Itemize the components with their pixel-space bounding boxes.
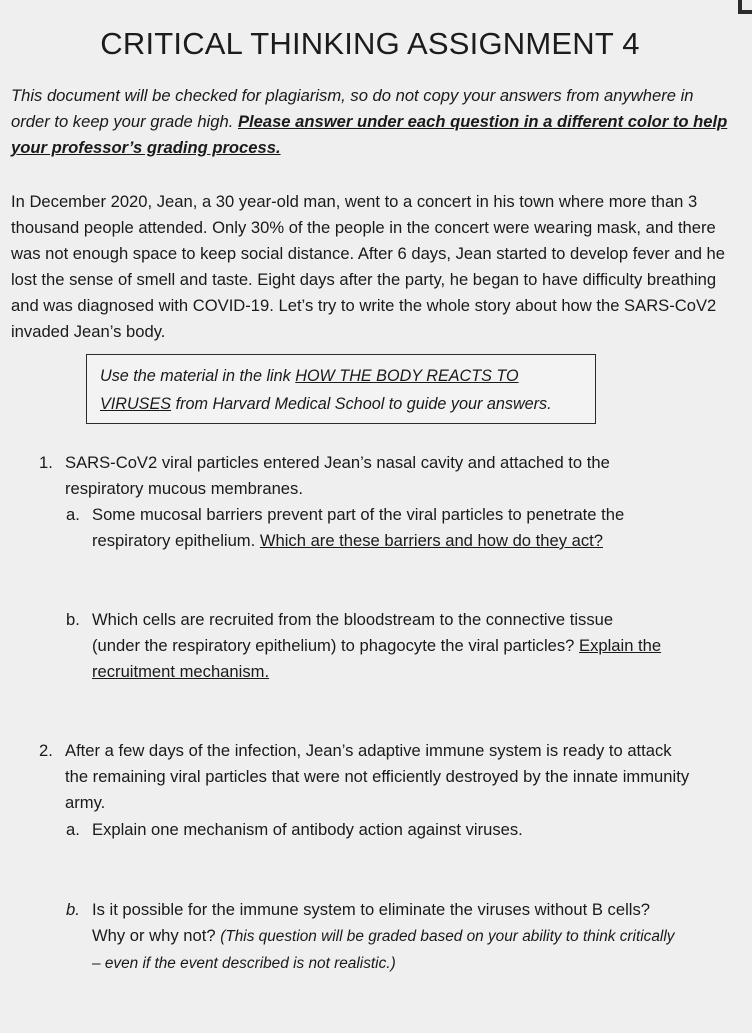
part-text-plain: respiratory epithelium. <box>92 531 260 550</box>
grading-note: (This question will be graded based on your ability to think critically <box>220 928 675 945</box>
question-number: 2. <box>39 741 53 760</box>
guide-suffix: from Harvard Medical School to guide your answers. <box>171 395 552 413</box>
part-letter: a. <box>66 505 80 524</box>
part-text-line1: Is it possible for the immune system to eliminate the viruses without B cells? <box>92 900 650 919</box>
part-prompt-underlined: Which are these barriers and how do they act? <box>259 531 603 550</box>
part-text-plain: (under the respiratory epithelium) to phagocyte the viral particles? <box>92 636 579 655</box>
case-story: In December 2020, Jean, a 30 year-old man, went to a concert in his town where more than 3 thousand people attended. Only 30% of the people in the concert were wearing mask, and there was not enough space to keep social distance. After 6 days, Jean started to develop fever and he lost the sense of smell and taste. Eight days after the party, he began to have difficulty breathing and was diagnosed with COVID-19. Let’s try to write the whole story about how the SARS-CoV2 invaded Jean’s body. <box>11 192 725 341</box>
notice-emphasis: Please answer under each question in a different color to help your professor’s grading process. <box>11 112 728 157</box>
plagiarism-notice <box>11 83 736 161</box>
part-text-line1: Some mucosal barriers prevent part of the viral particles to penetrate the <box>92 505 625 524</box>
question-text: After a few days of the infection, Jean’s adaptive immune system is ready to attack the remaining viral particles that were not efficiently destroyed by the innate immunity army. <box>65 741 690 812</box>
page-title: CRITICAL THINKING ASSIGNMENT 4 <box>100 26 640 61</box>
part-text-plain: Why or why not? <box>92 926 221 945</box>
guide-box <box>86 354 596 424</box>
grading-note-continued: – even if the event described is not realistic.) <box>92 955 396 972</box>
notice-lead: This document will be checked for plagiarism, so do not copy your answers from anywhere in order to keep your grade high. <box>11 86 694 131</box>
question-text: SARS-CoV2 viral particles entered Jean’s nasal cavity and attached to the respiratory mucous membranes. <box>65 453 610 498</box>
harvard-link-continued[interactable]: VIRUSES <box>100 395 172 413</box>
harvard-link[interactable]: HOW THE BODY REACTS TO <box>295 367 519 385</box>
part-letter: b. <box>66 610 80 629</box>
part-text: Explain one mechanism of antibody action against viruses. <box>92 820 523 839</box>
guide-prefix: Use the material in the link <box>100 367 296 385</box>
part-letter: b. <box>66 900 80 919</box>
part-prompt-underlined-continued: recruitment mechanism. <box>92 662 270 681</box>
question-number: 1. <box>39 453 53 472</box>
corner-bracket-icon <box>738 0 752 14</box>
part-letter: a. <box>66 820 80 839</box>
part-text-line1: Which cells are recruited from the bloodstream to the connective tissue <box>92 610 614 629</box>
part-prompt-underlined: Explain the <box>579 636 662 655</box>
